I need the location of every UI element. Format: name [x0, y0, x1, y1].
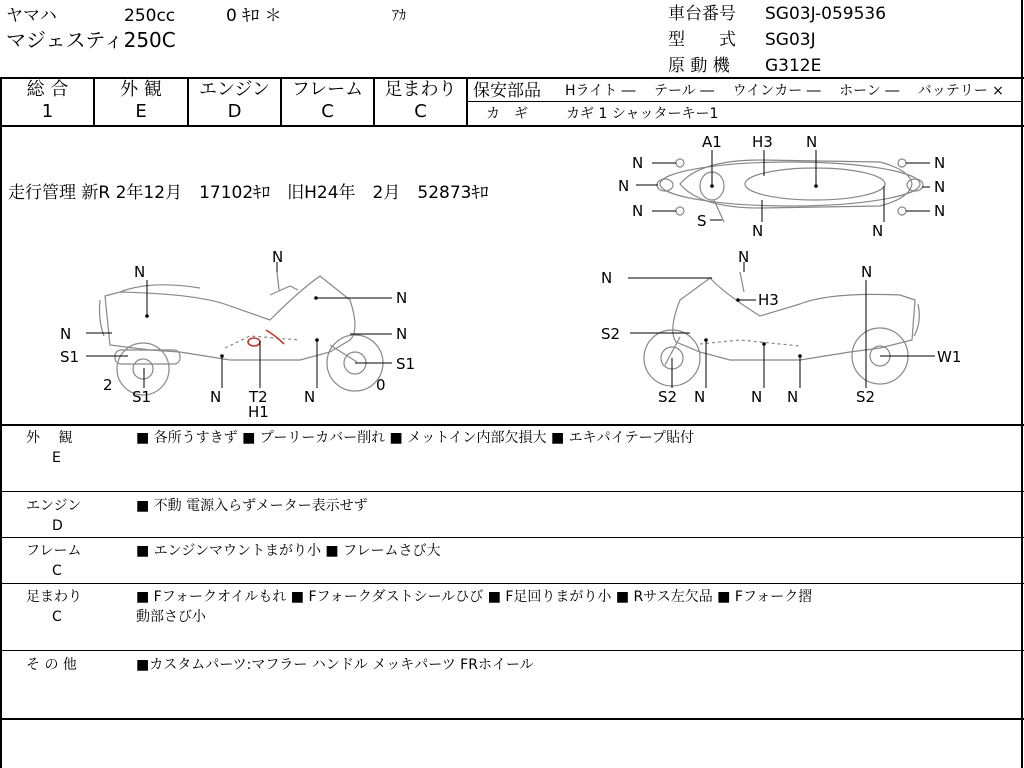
label-n: N: [134, 263, 146, 281]
label-2: 2: [103, 376, 113, 394]
label-n: N: [396, 289, 408, 307]
label-n: N: [752, 222, 764, 240]
grade-exterior-label: 外 観: [120, 79, 162, 100]
label-n: N: [872, 222, 884, 240]
remark-frame-grade: C: [52, 563, 62, 579]
displacement: 250cc: [124, 6, 176, 26]
grade-frame-value: C: [321, 101, 334, 122]
label-h1: H1: [248, 403, 269, 421]
engine-code-value: G312E: [765, 56, 822, 76]
label-n: N: [304, 388, 316, 406]
safety-parts-label: 保安部品: [473, 81, 541, 101]
grade-engine-value: D: [227, 101, 242, 122]
odometer-history: 走行管理 新R 2年12月 17102ｷﾛ 旧H24年 2月 52873ｷﾛ: [8, 183, 489, 203]
remark-exterior-label: 外 観: [26, 430, 73, 446]
label-s1: S1: [396, 355, 416, 373]
grade-frame-label: フレーム: [291, 79, 364, 100]
model-name: マジェスティ250C: [6, 28, 176, 52]
label-n: N: [738, 248, 750, 266]
label-a1: A1: [702, 133, 722, 151]
label-n: N: [787, 388, 799, 406]
label-n: N: [632, 154, 644, 172]
frame-number-label: 車台番号: [668, 4, 736, 24]
label-n: N: [60, 325, 72, 343]
label-n: N: [861, 263, 873, 281]
label-s2: S2: [856, 388, 876, 406]
maker-name: ヤマハ: [6, 6, 57, 26]
safety-parts-items: Hライト ― テール ― ウインカー ― ホーン ― バッテリー ×: [565, 83, 1004, 99]
remark-engine-text: ■ 不動 電源入らずメーター表示せず: [136, 498, 368, 514]
label-n: N: [601, 269, 613, 287]
label-s2: S2: [601, 325, 621, 343]
label-s: S: [697, 212, 707, 230]
label-n: N: [272, 248, 284, 266]
remark-engine-grade: D: [52, 518, 63, 534]
label-n: N: [934, 154, 946, 172]
label-n: N: [210, 388, 222, 406]
remark-frame-text: ■ エンジンマウントまがり小 ■ フレームさび大: [136, 543, 441, 559]
remark-exterior-text: ■ 各所うすきず ■ プーリーカバー削れ ■ メットイン内部欠損大 ■ エキパイテープ貼付: [136, 430, 694, 446]
label-n: N: [694, 388, 706, 406]
grade-suspension-value: C: [414, 101, 427, 122]
remark-frame-label: フレーム: [26, 543, 82, 559]
label-0: 0: [376, 376, 386, 394]
mileage-flag: 0 ｷﾛ ＊: [226, 6, 282, 26]
label-n: N: [934, 178, 946, 196]
frame-number-value: SG03J-059536: [765, 4, 887, 24]
remark-exterior-grade: E: [52, 450, 61, 466]
label-n: N: [751, 388, 763, 406]
remark-engine-label: エンジン: [26, 498, 82, 514]
remark-suspension-label: 足まわり: [26, 589, 82, 605]
color-value: ｱｶ: [392, 8, 406, 24]
remark-other-text: ■カスタムパーツ:マフラー ハンドル メッキパーツ FRホイール: [136, 657, 534, 673]
label-n: N: [396, 325, 408, 343]
key-value: カギ 1 シャッターキー1: [566, 106, 719, 122]
label-s1: S1: [132, 388, 152, 406]
label-n: N: [632, 202, 644, 220]
remark-suspension-text-cont: 動部さび小: [136, 609, 206, 625]
label-n: N: [934, 202, 946, 220]
engine-code-label: 原 動 機: [668, 56, 730, 76]
remark-suspension-grade: C: [52, 609, 62, 625]
label-n: N: [806, 133, 818, 151]
label-n: N: [618, 177, 630, 195]
model-type-value: SG03J: [765, 30, 816, 50]
grade-suspension-label: 足まわり: [384, 79, 457, 100]
label-w1: W1: [937, 348, 962, 366]
label-t2: T2: [249, 388, 268, 406]
key-label: カ ギ: [486, 106, 528, 122]
remark-other-label: そ の 他: [26, 657, 77, 673]
grade-overall-label: 総 合: [26, 79, 69, 100]
grade-overall-value: 1: [41, 101, 54, 122]
label-h3: H3: [758, 291, 779, 309]
label-h3: H3: [752, 133, 773, 151]
remark-suspension-text: ■ Fフォークオイルもれ ■ Fフォークダストシールひび ■ F足回りまがり小 ■ Rサス左欠品 ■ Fフォーク摺: [136, 589, 813, 605]
grade-engine-label: エンジン: [198, 79, 271, 100]
model-type-label: 型 式: [668, 30, 736, 50]
label-s2: S2: [658, 388, 678, 406]
grade-exterior-value: E: [135, 101, 147, 122]
label-s1: S1: [60, 348, 80, 366]
